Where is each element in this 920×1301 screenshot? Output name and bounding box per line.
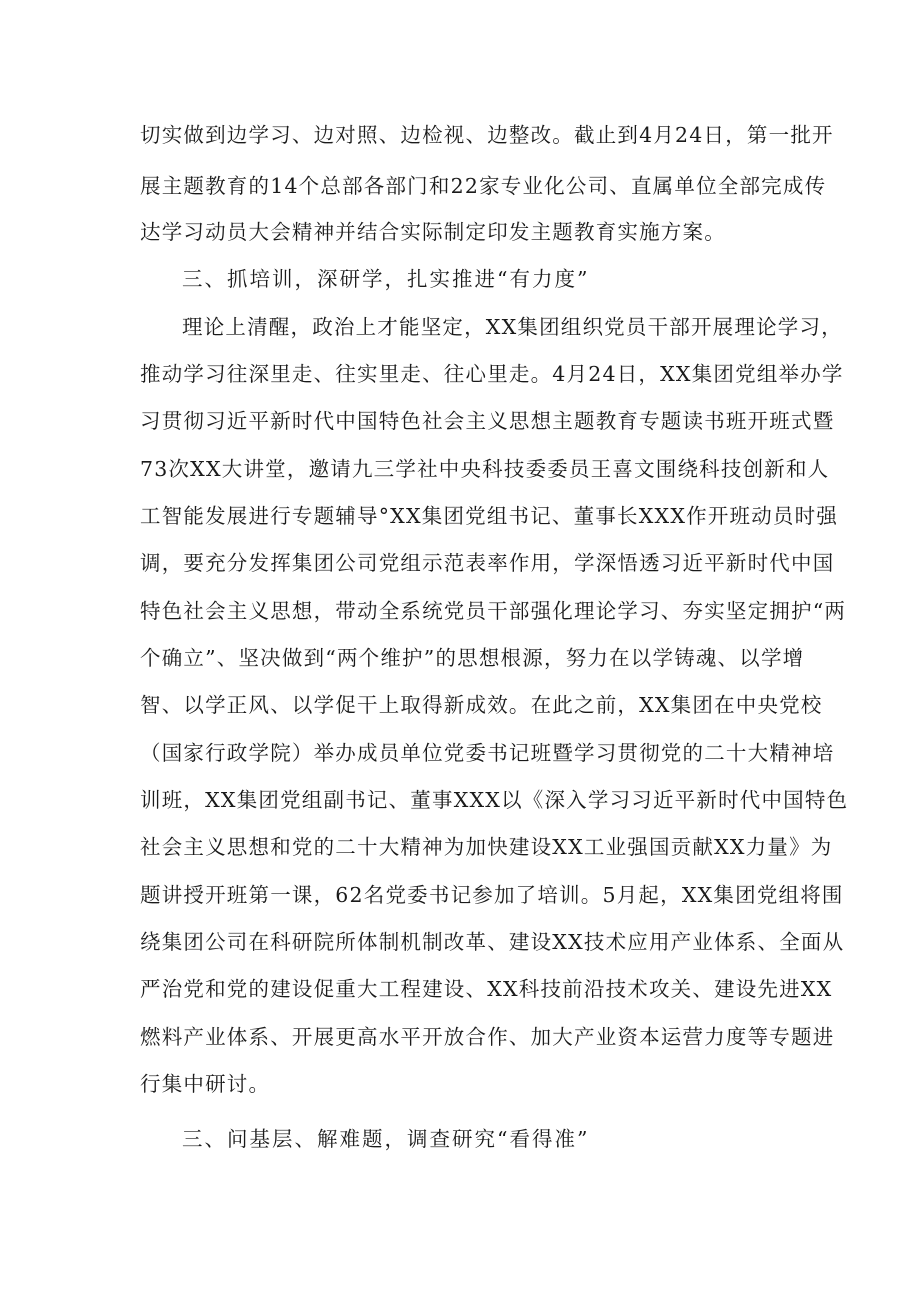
body-line-5: 工智能发展进行专题辅导°XX集团党组书记、董事长XXX作开班动员时强 (140, 504, 839, 528)
body-line-15: 严治党和党的建设促重大工程建设、XX科技前沿技术攻关、建设先进XX (140, 977, 833, 1001)
body-line-1: 理论上清醒，政治上才能坚定，XX集团组织党员干部开展理论学习， (182, 315, 843, 339)
body-line-6: 调，要充分发挥集团公司党组示范表率作用，学深悟透习近平新时代中国 (140, 551, 835, 575)
body-line-17: 行集中研讨。 (140, 1072, 271, 1096)
intro-line-2: 展主题教育的14个总部各部门和22家专业化公司、直属单位全部完成传 (140, 174, 827, 198)
body-line-14: 绕集团公司在科研院所体制机制改革、建设XX技术应用产业体系、全面从 (140, 930, 845, 954)
body-line-4: 73次XX大讲堂，邀请九三学社中央科技委委员王喜文围绕科技创新和人 (140, 457, 830, 481)
body-line-10: （国家行政学院）举办成员单位党委书记班暨学习贯彻党的二十大精神培 (140, 741, 835, 765)
body-line-13: 题讲授开班第一课，62名党委书记参加了培训。5月起，XX集团党组将围 (140, 883, 844, 907)
section-heading-training: 三、抓培训，深研学，扎实推进“有力度” (182, 267, 590, 291)
body-line-9: 智、以学正风、以学促干上取得新成效。在此之前，XX集团在中央党校 (140, 693, 823, 717)
section-heading-research: 三、问基层、解难题，调查研究“看得准” (182, 1127, 590, 1151)
body-line-11: 训班，XX集团党组副书记、董事XXX以《深入学习习近平新时代中国特色 (140, 788, 849, 812)
body-line-16: 燃料产业体系、开展更高水平开放合作、加大产业资本运营力度等专题进 (140, 1025, 835, 1049)
intro-line-3: 达学习动员大会精神并结合实际制定印发主题教育实施方案。 (140, 220, 726, 244)
body-line-12: 社会主义思想和党的二十大精神为加快建设XX工业强国贡献XX力量》为 (140, 835, 833, 859)
body-line-2: 推动学习往深里走、往实里走、往心里走。4月24日，XX集团党组举办学 (140, 362, 844, 386)
body-line-7: 特色社会主义思想，带动全系统党员干部强化理论学习、夯实坚定拥护“两 (140, 599, 847, 623)
body-line-3: 习贯彻习近平新时代中国特色社会主义思想主题教育专题读书班开班式暨 (140, 409, 835, 433)
intro-line-1: 切实做到边学习、边对照、边检视、边整改。截止到4月24日，第一批开 (140, 123, 834, 147)
body-line-8: 个确立”、坚决做到“两个维护”的思想根源，努力在以学铸魂、以学增 (140, 646, 805, 670)
